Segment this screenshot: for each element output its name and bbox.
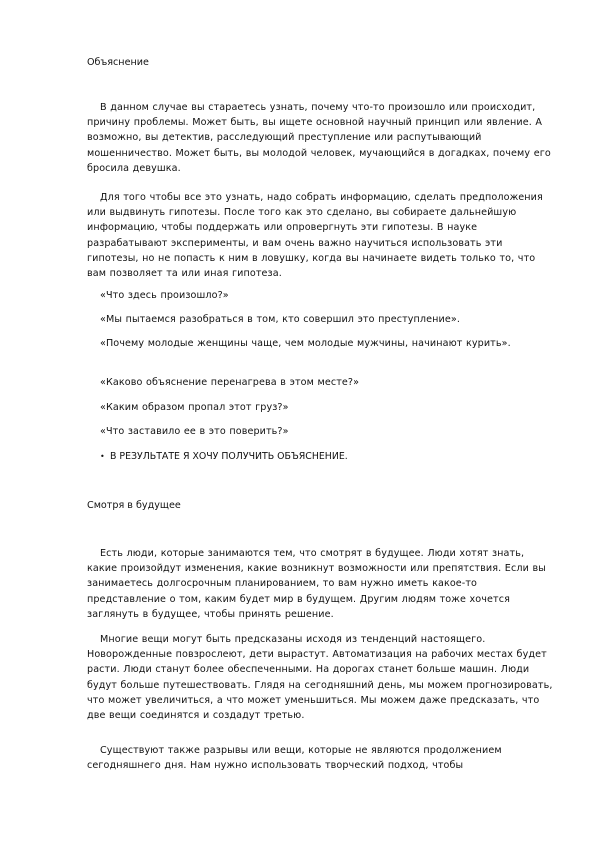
bullet-item — [100, 451, 348, 463]
paragraph: В данном случае вы стараетесь узнать, почему что-то произошло или происходит, причину проблемы. Может быть, вы ищете основной научный принцип или явление. А возможно, вы детектив, расследующий преступление или распутывающий мошенничество. Может быть, вы молодой человек, мучающийся в догадках, почему его бросила девушка. — [87, 102, 551, 174]
paragraph: Существуют также разрывы или вещи, которые не являются продолжением сегодняшнего дня. Нам нужно использовать творческий подход, чтобы — [87, 745, 502, 772]
bullet-text: В РЕЗУЛЬТАТЕ Я ХОЧУ ПОЛУЧИТЬ ОБЪЯСНЕНИЕ. — [110, 451, 348, 462]
paragraph: Для того чтобы все это узнать, надо собрать информацию, сделать предположения или выдвинуть гипотезы. После того как это сделано, вы собираете дальнейшую информацию, чтобы поддержать или опровергнуть эти гипотезы. В науке разрабатывают эксперименты, и вам очень важно научиться использовать эти гипотезы, но не попасть к ним в ловушку, когда вы начинаете видеть только то, что вам позволяет та или иная гипотеза. — [87, 192, 543, 280]
paragraph: Есть люди, которые занимаются тем, что смотрят в будущее. Люди хотят знать, какие произойдут изменения, какие возникнут возможности или препятствия. Если вы занимаетесь долгосрочным планированием, то вам нужно иметь какое-то представление о том, каким будет мир в будущем. Другим людям тоже хочется заглянуть в будущее, чтобы принять решение. — [87, 548, 546, 620]
paragraph: Многие вещи могут быть предсказаны исходя из тенденций настоящего. Новорожденные повзрослеют, дети вырастут. Автоматизация на рабочих местах будет расти. Люди станут более обеспеченными. На дорогах станет больше машин. Люди будут больше путешествовать. Глядя на сегодняшний день, мы можем прогнозировать, что может увеличиться, а что может уменьшиться. Мы можем даже предсказать, что две вещи соединятся и создадут третью. — [87, 634, 553, 722]
quote-line: «Каким образом пропал этот груз?» — [100, 402, 289, 413]
quote-line: «Почему молодые женщины чаще, чем молодые мужчины, начинают курить». — [100, 338, 511, 349]
quote-line: «Что заставило ее в это поверить?» — [100, 426, 289, 437]
quote-line: «Каково объяснение перенагрева в этом месте?» — [100, 377, 360, 388]
quote-line: «Что здесь произошло?» — [100, 290, 229, 301]
bullet-icon: • — [100, 452, 105, 461]
quote-line: «Мы пытаемся разобраться в том, кто совершил это преступление». — [100, 314, 460, 325]
section-heading-explanation: Объяснение — [87, 57, 149, 68]
section-heading-future: Смотря в будущее — [87, 500, 181, 511]
